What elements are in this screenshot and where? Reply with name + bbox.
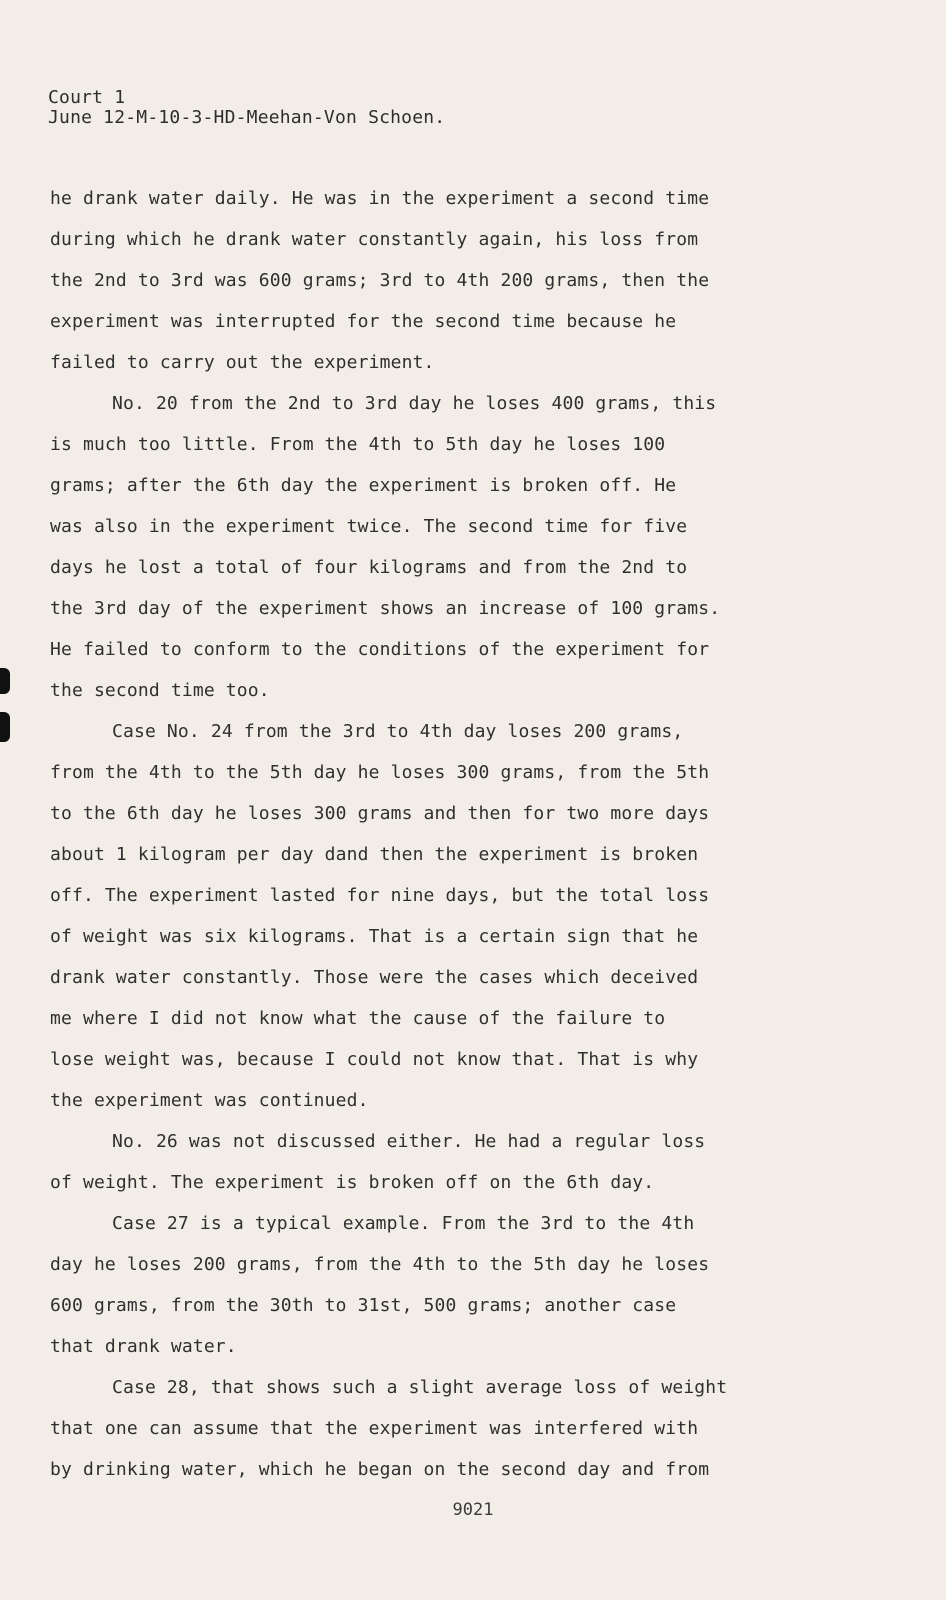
document-header (48, 88, 445, 128)
body-line: the experiment was continued. (50, 1090, 369, 1111)
body-line: that drank water. (50, 1336, 237, 1357)
body-line: He failed to conform to the conditions of the experiment for (50, 639, 710, 660)
body-line: failed to carry out the experiment. (50, 352, 435, 373)
body-line: he drank water daily. He was in the experiment a second time (50, 188, 710, 209)
body-line: lose weight was, because I could not know that. That is why (50, 1049, 699, 1070)
body-line: from the 4th to the 5th day he loses 300 grams, from the 5th (50, 762, 710, 783)
body-line: was also in the experiment twice. The second time for five (50, 516, 688, 537)
transcript-body (50, 178, 810, 1490)
header-reference: June 12-M-10-3-HD-Meehan-Von Schoen. (48, 107, 446, 128)
binder-mark-upper (0, 668, 10, 694)
body-line: of weight was six kilograms. That is a certain sign that he (50, 926, 699, 947)
body-line: me where I did not know what the cause of the failure to (50, 1008, 666, 1029)
body-line: day he loses 200 grams, from the 4th to the 5th day he loses (50, 1254, 710, 1275)
body-line: during which he drank water constantly again, his loss from (50, 229, 699, 250)
body-line: grams; after the 6th day the experiment is broken off. He (50, 475, 677, 496)
body-line: is much too little. From the 4th to 5th day he loses 100 (50, 434, 666, 455)
body-line: about 1 kilogram per day dand then the experiment is broken (50, 844, 699, 865)
body-line: Case 28, that shows such a slight average loss of weight (112, 1377, 728, 1398)
body-line: 600 grams, from the 30th to 31st, 500 grams; another case (50, 1295, 677, 1316)
body-line: No. 20 from the 2nd to 3rd day he loses 400 grams, this (112, 393, 717, 414)
body-line: experiment was interrupted for the second time because he (50, 311, 677, 332)
page-number: 9021 (452, 1500, 494, 1520)
body-line: by drinking water, which he began on the second day and from (50, 1459, 710, 1480)
body-line: the 2nd to 3rd was 600 grams; 3rd to 4th 200 grams, then the (50, 270, 710, 291)
header-court: Court 1 (48, 87, 126, 108)
body-line: the 3rd day of the experiment shows an increase of 100 grams. (50, 598, 721, 619)
body-line: of weight. The experiment is broken off on the 6th day. (50, 1172, 655, 1193)
body-line: that one can assume that the experiment was interfered with (50, 1418, 699, 1439)
body-line: Case No. 24 from the 3rd to 4th day loses 200 grams, (112, 721, 684, 742)
body-line: to the 6th day he loses 300 grams and then for two more days (50, 803, 710, 824)
binder-mark-lower (0, 712, 10, 742)
body-line: the second time too. (50, 680, 270, 701)
body-line: drank water constantly. Those were the cases which deceived (50, 967, 699, 988)
body-line: days he lost a total of four kilograms and from the 2nd to (50, 557, 688, 578)
body-line: off. The experiment lasted for nine days, but the total loss (50, 885, 710, 906)
body-line: Case 27 is a typical example. From the 3rd to the 4th (112, 1213, 695, 1234)
body-line: No. 26 was not discussed either. He had a regular loss (112, 1131, 706, 1152)
